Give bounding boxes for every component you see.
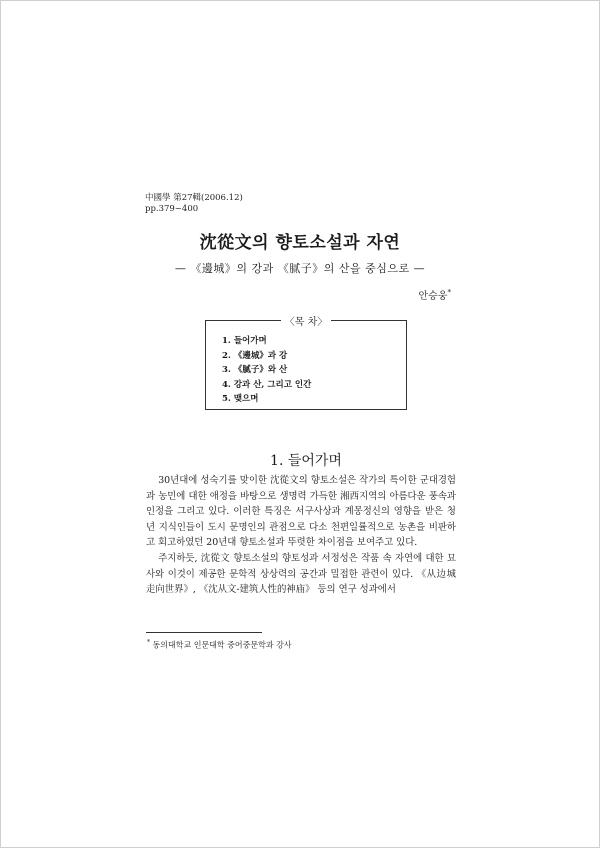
paragraph: 주지하듯, 沈從文 향토소설의 향토성과 서정성은 작품 속 자연에 대한 묘사와 이것이 제공한 문학적 상상력의 공간과 밀접한 관련이 있다. 《从边城走向世界》, 《沈从文-建筑人性的神庙》 등의 연구 성과에서 [146, 552, 456, 596]
page-range: pp.379~400 [145, 204, 199, 214]
toc-item: 5. 맺으며 [222, 394, 259, 404]
toc-item: 2. 《邊城》과 강 [222, 350, 288, 361]
paper-title: 沈從文의 향토소설과 자연 [199, 233, 401, 253]
toc-item: 4. 강과 산, 그리고 인간 [222, 379, 312, 390]
footnote-rule [146, 632, 262, 633]
toc-item: 1. 들어가며 [222, 336, 267, 346]
footnote-mark: * [147, 639, 150, 646]
journal-info [145, 193, 243, 215]
section-heading: 1. 들어가며 [270, 453, 342, 469]
journal-name: 中國學 第27輯(2006.12) [145, 193, 243, 203]
toc-item: 3. 《腻子》와 산 [222, 365, 288, 375]
footnote [147, 639, 292, 651]
footnote-text: 동의대학교 인문대학 중어중문학과 강사 [152, 640, 292, 650]
toc-list [222, 334, 311, 407]
author [419, 287, 451, 302]
toc-title: 〈목 차〉 [0, 313, 600, 328]
author-name: 안승웅 [418, 291, 448, 302]
author-footnote-mark: * [447, 288, 451, 297]
paragraph: 30년대에 성숙기를 맞이한 沈從文의 향토소설은 작가의 특이한 군대경험과 농민에 대한 애정을 바탕으로 생명력 가득한 湘西지역의 아름다운 풍속과 인정을 그리고 있다. 이러한 특징은 서구사상과 계몽정신의 영향을 받은 청년 지식인들이 도시 문명인의 관점으로 다소 천편일률적으로 농촌을 비판하고 회고하였던 20년대 향토소설과 뚜렷한 차이점을 보여주고 있다. [146, 475, 456, 549]
body-text [146, 473, 456, 598]
paper-subtitle: — 《邊城》의 강과 《腻子》의 산을 중심으로 — [174, 262, 426, 275]
